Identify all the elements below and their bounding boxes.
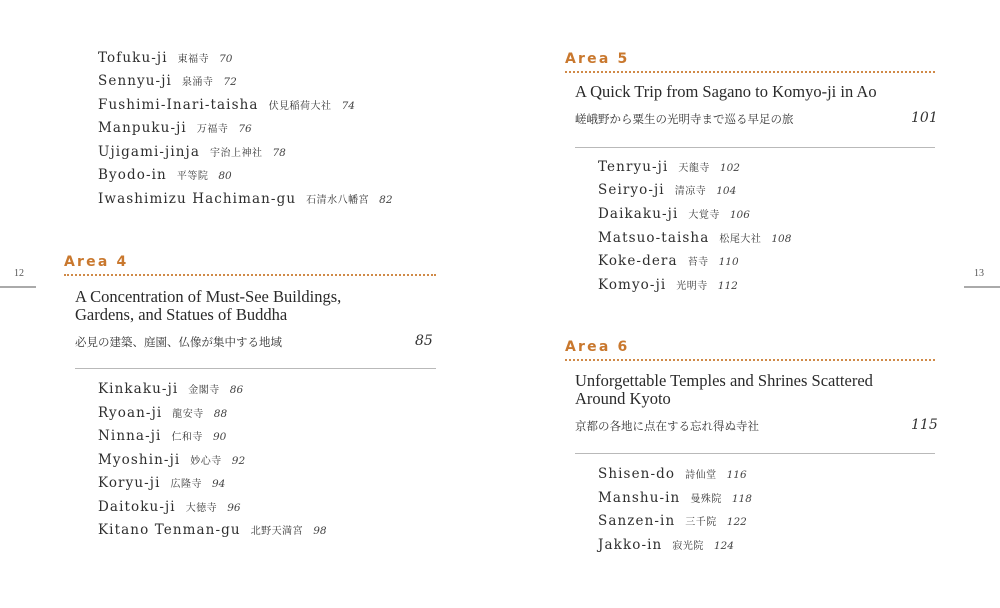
area-label: Area 4 — [64, 254, 129, 270]
area-label: Area 6 — [565, 339, 630, 355]
entry-page: 76 — [238, 123, 252, 135]
entry-japanese: 妙心寺 — [190, 456, 222, 467]
entry-japanese: 泉涌寺 — [181, 77, 214, 88]
entry-japanese: 北野天満宮 — [250, 526, 304, 537]
page-number: 13 — [974, 268, 984, 279]
entry-name: Manpuku-ji — [98, 120, 187, 136]
area-title-line1: A Quick Trip from Sagano to Komyo-ji in Ao — [575, 82, 877, 101]
entry-name: Myoshin-ji — [98, 452, 181, 468]
page-number: 12 — [14, 268, 24, 279]
entry-page: 80 — [218, 170, 232, 182]
area-subtitle: 必見の建築、庭園、仏像が集中する地域 — [75, 335, 282, 349]
entry-name: Sennyu-ji — [98, 73, 172, 89]
entry-japanese: 大覚寺 — [688, 210, 720, 221]
list-item — [98, 470, 225, 496]
list-item — [98, 68, 237, 94]
entry-page: 112 — [717, 280, 738, 292]
list-item — [598, 461, 747, 487]
entry-page: 72 — [223, 76, 237, 88]
entry-page: 70 — [219, 53, 233, 65]
area-subtitle: 京都の各地に点在する忘れ得ぬ寺社 — [575, 419, 759, 433]
entry-japanese: 宇治上神社 — [209, 148, 263, 159]
list-item — [98, 376, 243, 402]
list-item — [98, 186, 393, 212]
entry-name: Tofuku-ji — [98, 50, 168, 66]
entry-japanese: 詩仙堂 — [685, 470, 717, 481]
entry-name: Kinkaku-ji — [98, 381, 179, 397]
page-edge-tab — [964, 286, 1000, 288]
entry-japanese: 苔寺 — [687, 257, 709, 268]
entry-page: 90 — [212, 431, 227, 443]
list-item — [598, 248, 739, 274]
entry-name: Daikaku-ji — [598, 206, 679, 222]
entry-page: 98 — [313, 525, 327, 537]
dotted-divider — [565, 71, 935, 73]
entry-page: 122 — [726, 516, 747, 528]
entry-japanese: 平等院 — [176, 171, 209, 182]
entry-name: Koke-dera — [598, 253, 678, 269]
entry-japanese: 曼殊院 — [690, 494, 722, 505]
entry-japanese: 伏見稲荷大社 — [268, 101, 332, 112]
entry-japanese: 三千院 — [685, 517, 717, 528]
entry-japanese: 光明寺 — [676, 281, 708, 292]
area-title-line1: A Concentration of Must-See Buildings, — [75, 287, 342, 306]
entry-name: Komyo-ji — [598, 277, 667, 293]
area-label: Area 5 — [565, 51, 630, 67]
list-item — [98, 517, 327, 543]
page-edge-tab — [0, 286, 36, 288]
entry-japanese: 広隆寺 — [170, 479, 202, 490]
entry-name: Iwashimizu Hachiman-gu — [98, 191, 297, 207]
list-item — [598, 201, 750, 227]
section-rule — [575, 453, 935, 454]
entry-page: 118 — [731, 493, 752, 505]
entry-japanese: 松尾大社 — [719, 234, 762, 245]
entry-name: Manshu-in — [598, 490, 681, 506]
entry-page: 104 — [716, 185, 737, 197]
dotted-divider — [565, 359, 935, 361]
entry-name: Fushimi-Inari-taisha — [98, 97, 259, 113]
entry-name: Tenryu-ji — [598, 159, 669, 175]
entry-japanese: 清凉寺 — [674, 186, 707, 197]
entry-page: 110 — [718, 256, 739, 268]
entry-name: Matsuo-taisha — [598, 230, 710, 246]
list-item — [98, 423, 226, 449]
section-rule — [75, 368, 436, 369]
entry-page: 106 — [729, 209, 750, 221]
entry-page: 78 — [272, 147, 286, 159]
area-title-line1: Unforgettable Temples and Shrines Scattered — [575, 371, 873, 390]
entry-japanese: 天龍寺 — [678, 163, 710, 174]
entry-page: 116 — [726, 469, 747, 481]
entry-page: 108 — [771, 233, 792, 245]
entry-page: 88 — [213, 408, 228, 420]
entry-japanese: 龍安寺 — [172, 409, 204, 420]
entry-page: 94 — [212, 478, 226, 490]
entry-name: Seiryo-ji — [598, 182, 665, 198]
area-title-line2: Around Kyoto — [575, 389, 671, 408]
section-rule — [575, 147, 935, 148]
entry-japanese: 仁和寺 — [171, 432, 203, 443]
entry-name: Jakko-in — [598, 537, 663, 553]
right-page — [500, 0, 1000, 608]
entry-japanese: 金閣寺 — [188, 385, 220, 396]
entry-name: Byodo-in — [98, 167, 167, 183]
entry-page: 92 — [231, 455, 246, 467]
list-item — [598, 272, 738, 298]
list-item — [598, 508, 747, 534]
area-page-number: 101 — [911, 110, 938, 126]
entry-page: 124 — [713, 540, 734, 552]
area-title-line2: Gardens, and Statues of Buddha — [75, 305, 288, 324]
entry-name: Ujigami-jinja — [98, 144, 200, 160]
list-item — [598, 177, 736, 203]
entry-name: Ryoan-ji — [98, 405, 163, 421]
entry-page: 102 — [719, 162, 740, 174]
list-item — [98, 162, 232, 188]
entry-name: Koryu-ji — [98, 475, 161, 491]
entry-name: Ninna-ji — [98, 428, 162, 444]
entry-japanese: 大徳寺 — [185, 503, 218, 514]
entry-name: Kitano Tenman-gu — [98, 522, 241, 538]
entry-page: 96 — [227, 502, 241, 514]
entry-name: Daitoku-ji — [98, 499, 176, 515]
area-subtitle: 嵯峨野から粟生の光明寺まで巡る早足の旅 — [575, 112, 794, 126]
area-page-number: 85 — [415, 333, 433, 349]
entry-name: Shisen-do — [598, 466, 676, 482]
entry-page: 74 — [341, 100, 355, 112]
entry-name: Sanzen-in — [598, 513, 676, 529]
entry-japanese: 万福寺 — [196, 124, 229, 135]
entry-japanese: 石清水八幡宮 — [306, 195, 370, 206]
entry-japanese: 東福寺 — [177, 54, 210, 65]
area-page-number: 115 — [911, 417, 938, 433]
list-item — [98, 115, 252, 141]
entry-page: 86 — [229, 384, 244, 396]
list-item — [598, 532, 734, 558]
dotted-divider — [64, 274, 436, 276]
entry-page: 82 — [379, 194, 393, 206]
entry-japanese: 寂光院 — [672, 541, 704, 552]
